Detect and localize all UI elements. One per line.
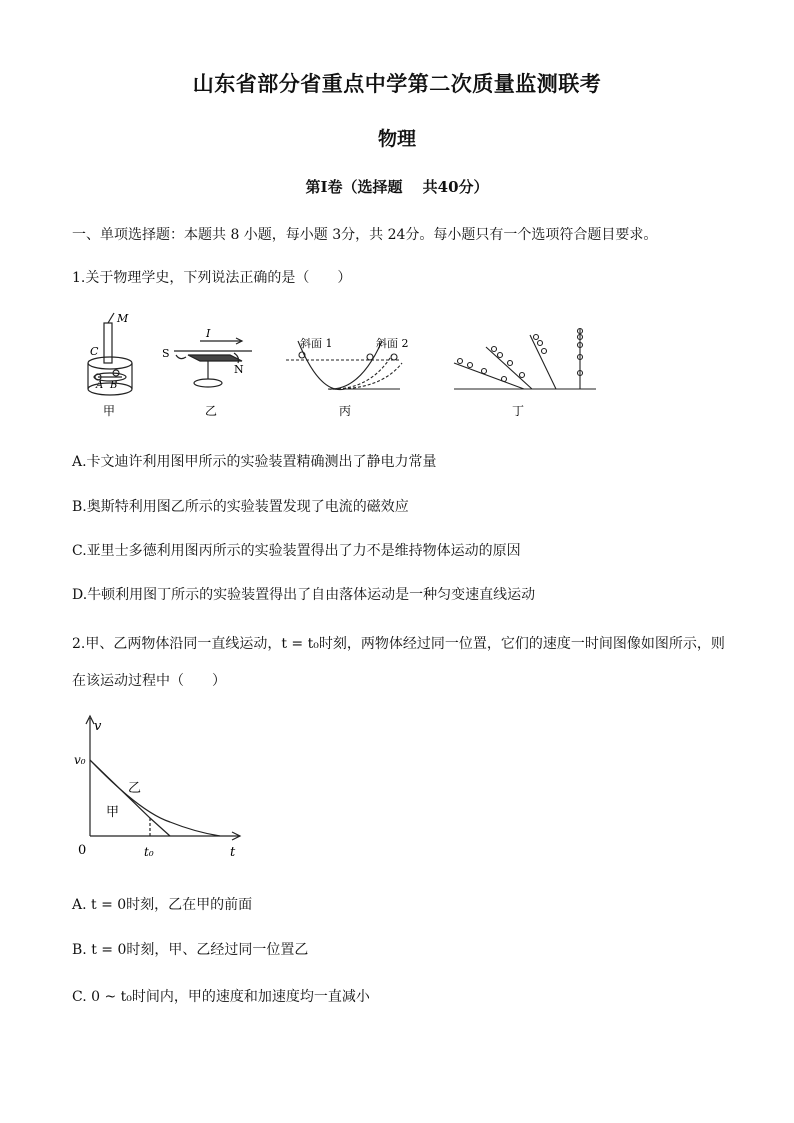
q1-figure <box>70 305 610 425</box>
caption-jia: 甲 <box>103 404 116 418</box>
graph-label-jia: 甲 <box>106 805 120 820</box>
label-slope1: 斜面 1 <box>300 337 333 350</box>
q1-stem: 1.关于物理学史，下列说法正确的是（ ） <box>72 270 352 286</box>
exam-title: 山东省部分省重点中学第二次质量监测联考 <box>192 71 602 96</box>
label-B: B <box>110 380 118 391</box>
label-N: N <box>234 363 244 376</box>
q1-option-b: B.奥斯特利用图乙所示的实验装置发现了电流的磁效应 <box>72 499 409 515</box>
part1-instruction: 一、单项选择题：本题共 8 小题，每小题 3分，共 24分。每小题只有一个选项符合题目要求。 <box>72 227 658 243</box>
label-A: A <box>96 380 104 391</box>
label-C: C <box>90 345 99 358</box>
label-slope2: 斜面 2 <box>376 337 409 350</box>
label-I: I <box>206 327 211 340</box>
caption-ding: 丁 <box>512 404 525 418</box>
q2-vt-graph <box>70 712 250 862</box>
caption-yi: 乙 <box>205 404 218 418</box>
label-S: S <box>162 347 170 360</box>
curve-yi <box>90 760 220 836</box>
q2-stem-line2: 在该运动过程中（ ） <box>72 673 226 689</box>
label-M: M <box>117 312 129 325</box>
figure-ding-apparatus <box>454 329 596 390</box>
q1-option-a: A.卡文迪许利用图甲所示的实验装置精确测出了静电力常量 <box>72 454 437 470</box>
graph-ylabel: v <box>94 719 102 734</box>
q2-stem-line1: 2.甲、乙两物体沿同一直线运动，t = t₀时刻，两物体经过同一位置，它们的速度一时间图像如图所示，则 <box>72 636 725 652</box>
q2-option-b: B. t = 0时刻，甲、乙经过同一位置乙 <box>72 942 309 958</box>
curve-jia <box>90 760 170 836</box>
subject-title: 物理 <box>377 128 416 150</box>
graph-t0-label: t₀ <box>144 845 154 859</box>
q1-option-c: C.亚里士多德利用图丙所示的实验装置得出了力不是维持物体运动的原因 <box>72 543 521 559</box>
q2-option-a: A. t = 0时刻，乙在甲的前面 <box>72 897 253 913</box>
section-title: 第Ⅰ卷（选择题 共40分） <box>305 178 489 196</box>
q2-option-c: C. 0 ~ t₀时间内，甲的速度和加速度均一直减小 <box>72 989 370 1005</box>
caption-bing: 丙 <box>339 404 352 418</box>
graph-label-yi: 乙 <box>128 781 142 796</box>
graph-origin-label: 0 <box>78 843 87 858</box>
graph-xlabel: t <box>230 845 236 860</box>
graph-v0-label: v₀ <box>74 753 86 767</box>
q1-option-d: D.牛顿利用图丁所示的实验装置得出了自由落体运动是一种匀变速直线运动 <box>72 587 536 603</box>
